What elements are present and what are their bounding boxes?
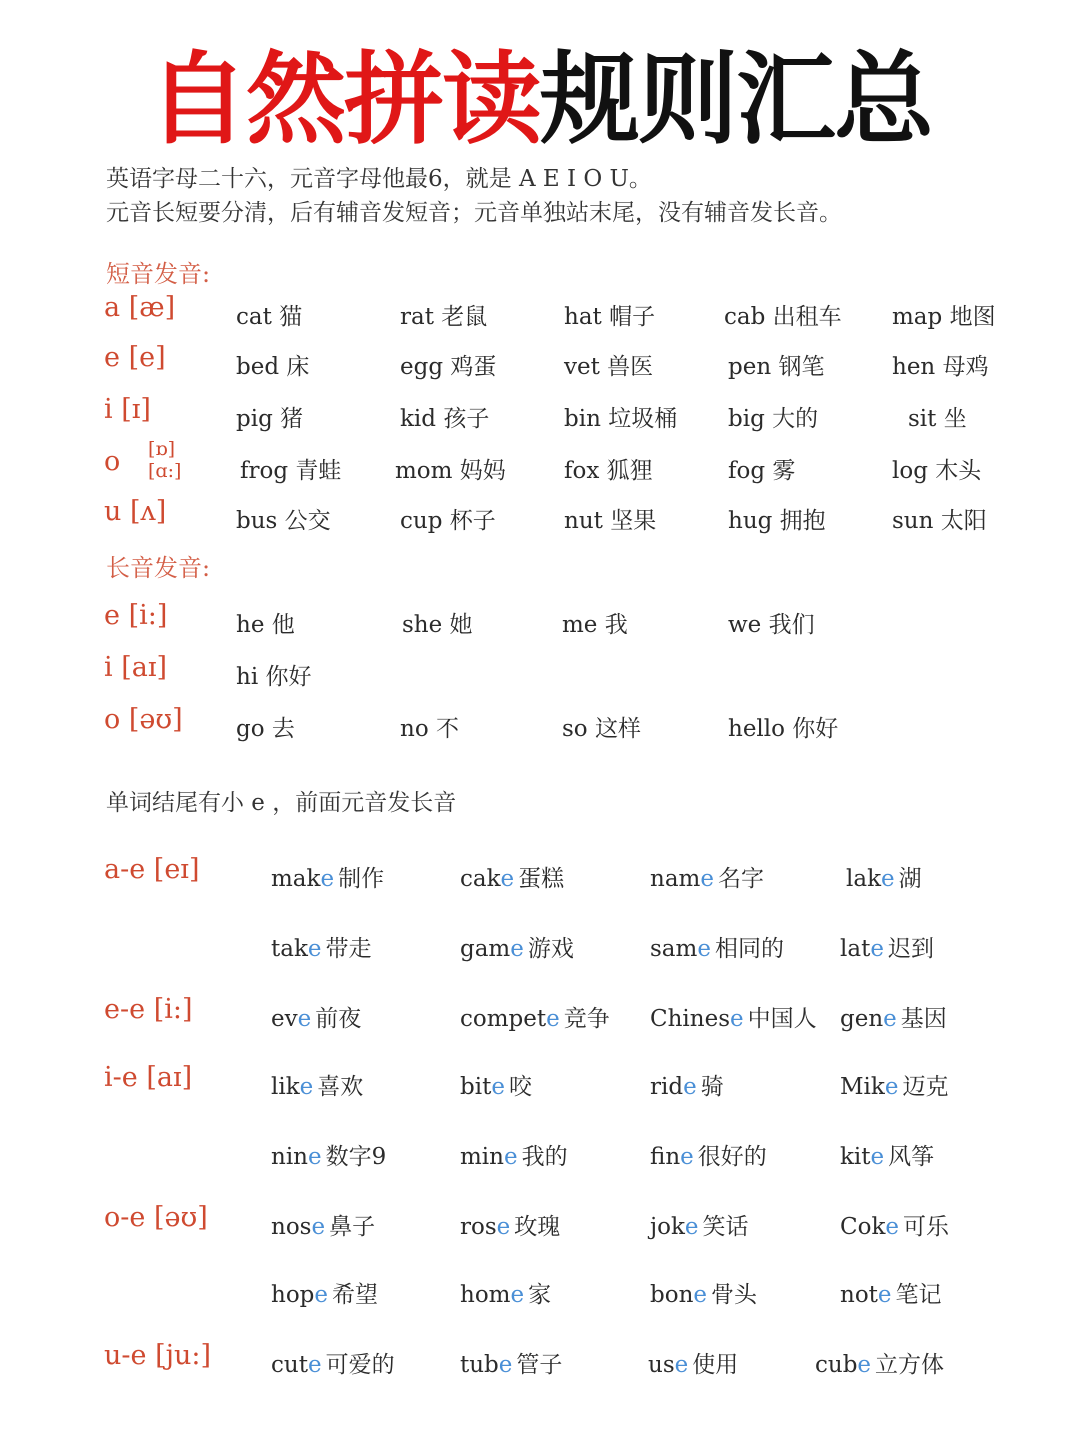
word-item: cab 出租车 (724, 304, 842, 330)
silent-e: e (496, 1214, 511, 1240)
word-item: Chinese 中国人 (650, 1006, 817, 1032)
word-item: lake 湖 (846, 866, 922, 892)
silent-e: e (546, 1006, 560, 1032)
silent-e: e (881, 866, 895, 892)
word-item: like 喜欢 (271, 1074, 364, 1100)
silent-e: e (307, 1352, 322, 1378)
word-item: egg 鸡蛋 (400, 354, 497, 380)
word-item: pig 猪 (236, 406, 304, 432)
silent-e: e (877, 1282, 892, 1308)
word-item: gene 基因 (840, 1006, 947, 1032)
intro-line-2: 元音长短要分清，后有辅音发短音；元音单独站末尾，没有辅音发长音。 (106, 200, 842, 226)
word-item: nose 鼻子 (271, 1214, 376, 1240)
word-item: big 大的 (728, 406, 819, 432)
word-item: ride 骑 (650, 1074, 724, 1100)
word-item: cake 蛋糕 (460, 866, 565, 892)
title-black-part: 规则汇总 (540, 41, 932, 158)
word-item: kite 风筝 (840, 1144, 935, 1170)
word-item: sun 太阳 (892, 508, 987, 534)
magic-e-row (0, 1268, 1080, 1308)
word-item: cat 猫 (236, 304, 303, 330)
word-item: joke 笑话 (650, 1214, 749, 1240)
word-item: he 他 (236, 612, 295, 638)
silent-e: e (680, 1144, 694, 1170)
word-item: hat 帽子 (564, 304, 656, 330)
magic-e-row (0, 922, 1080, 962)
word-item: Mike 迈克 (840, 1074, 949, 1100)
short-row-e (0, 340, 1080, 380)
word-item: vet 兽医 (564, 354, 654, 380)
word-item: map 地图 (892, 304, 996, 330)
silent-e: e (314, 1282, 329, 1308)
word-item: sit 坐 (908, 406, 967, 432)
word-item: tube 管子 (460, 1352, 563, 1378)
magic-e-pattern: a-e [eɪ] (104, 854, 200, 885)
word-item: hi 你好 (236, 664, 312, 690)
silent-e: e (883, 1006, 897, 1032)
silent-e: e (857, 1352, 872, 1378)
magic-e-row (0, 1130, 1080, 1170)
word-item: log 木头 (892, 458, 982, 484)
word-item: name 名字 (650, 866, 764, 892)
word-item: cute 可爱的 (271, 1352, 395, 1378)
page-title (0, 40, 1080, 160)
word-item: kid 孩子 (400, 406, 490, 432)
silent-e: e (503, 1144, 518, 1170)
silent-e: e (884, 1074, 899, 1100)
silent-e: e (693, 1282, 708, 1308)
short-row-a (0, 290, 1080, 330)
silent-e: e (498, 1352, 513, 1378)
word-item: mine 我的 (460, 1144, 568, 1170)
word-item: compete 竞争 (460, 1006, 610, 1032)
word-item: rose 玫瑰 (460, 1214, 561, 1240)
word-item: late 迟到 (840, 936, 934, 962)
silent-e: e (307, 1144, 322, 1170)
vowel-ipa: e [i:] (104, 600, 168, 631)
word-item: cube 立方体 (815, 1352, 945, 1378)
vowel-ipa: a [æ] (104, 292, 176, 323)
word-item: go 去 (236, 716, 295, 742)
long-row-i (0, 650, 1080, 690)
word-item: note 笔记 (840, 1282, 942, 1308)
silent-e: e (870, 1144, 885, 1170)
word-item: make 制作 (271, 866, 385, 892)
magic-e-pattern: i-e [aɪ] (104, 1062, 193, 1093)
vowel-ipa: o (104, 446, 121, 477)
short-row-o (0, 438, 1080, 484)
word-item: bin 垃圾桶 (564, 406, 678, 432)
silent-e: e (683, 1074, 697, 1100)
long-row-o (0, 702, 1080, 742)
word-item: fine 很好的 (650, 1144, 767, 1170)
magic-e-pattern: e-e [i:] (104, 994, 193, 1025)
silent-e: e (684, 1214, 699, 1240)
magic-e-row (0, 992, 1080, 1032)
silent-e: e (320, 866, 335, 892)
silent-e: e (500, 866, 515, 892)
silent-e: e (491, 1074, 505, 1100)
silent-e: e (510, 1282, 525, 1308)
silent-e: e (311, 1214, 326, 1240)
silent-e: e (510, 936, 524, 962)
word-item: cup 杯子 (400, 508, 496, 534)
word-item: pen 钢笔 (728, 354, 825, 380)
word-item: take 带走 (271, 936, 372, 962)
short-row-u (0, 494, 1080, 534)
word-item: mom 妈妈 (395, 458, 506, 484)
long-row-e (0, 598, 1080, 638)
silent-e: e (885, 1214, 900, 1240)
short-vowel-heading: 短音发音: (106, 260, 211, 288)
word-item: bite 咬 (460, 1074, 532, 1100)
short-row-i (0, 392, 1080, 432)
silent-e: e (697, 936, 711, 962)
word-item: eve 前夜 (271, 1006, 362, 1032)
word-item: nut 坚果 (564, 508, 657, 534)
vowel-ipa: e [e] (104, 342, 166, 373)
word-item: she 她 (402, 612, 473, 638)
word-item: bed 床 (236, 354, 310, 380)
word-item: fox 狐狸 (564, 458, 653, 484)
word-item: we 我们 (728, 612, 815, 638)
magic-e-row (0, 1338, 1080, 1378)
magic-e-row (0, 1060, 1080, 1100)
word-item: frog 青蛙 (240, 458, 342, 484)
word-item: so 这样 (562, 716, 641, 742)
long-vowel-heading: 长音发音: (106, 554, 211, 582)
silent-e: e (674, 1352, 689, 1378)
magic-e-row (0, 1200, 1080, 1240)
silent-e: e (730, 1006, 744, 1032)
word-item: use 使用 (648, 1352, 739, 1378)
silent-e: e (307, 936, 322, 962)
word-item: same 相同的 (650, 936, 784, 962)
word-item: no 不 (400, 716, 459, 742)
word-item: hen 母鸡 (892, 354, 989, 380)
word-item: home 家 (460, 1282, 552, 1308)
vowel-ipa: o [əʊ] (104, 704, 183, 735)
word-item: hug 拥抱 (728, 508, 826, 534)
silent-e: e (700, 866, 714, 892)
word-item: hope 希望 (271, 1282, 379, 1308)
word-item: me 我 (562, 612, 628, 638)
word-item: nine 数字9 (271, 1144, 387, 1170)
word-item: bus 公交 (236, 508, 331, 534)
vowel-ipa: u [ʌ] (104, 496, 167, 527)
word-item: Coke 可乐 (840, 1214, 950, 1240)
word-item: game 游戏 (460, 936, 574, 962)
magic-e-pattern: o-e [əʊ] (104, 1202, 208, 1233)
word-item: fog 雾 (728, 458, 796, 484)
vowel-ipa: i [aɪ] (104, 652, 168, 683)
silent-e: e (297, 1006, 312, 1032)
vowel-ipa: i [ɪ] (104, 394, 151, 425)
silent-e: e (870, 936, 884, 962)
title-red-part: 自然拼读 (148, 41, 540, 158)
magic-e-pattern: u-e [ju:] (104, 1340, 212, 1371)
word-item: rat 老鼠 (400, 304, 488, 330)
word-item: hello 你好 (728, 716, 839, 742)
silent-e: e (299, 1074, 314, 1100)
magic-e-row (0, 852, 1080, 892)
magic-e-note: 单词结尾有小 e ，前面元音发长音 (106, 790, 457, 816)
word-item: bone 骨头 (650, 1282, 758, 1308)
vowel-ipa-stack: [ɒ] [ɑ:] (148, 438, 182, 482)
intro-line-1: 英语字母二十六，元音字母他最6，就是 A E I O U。 (106, 166, 652, 192)
